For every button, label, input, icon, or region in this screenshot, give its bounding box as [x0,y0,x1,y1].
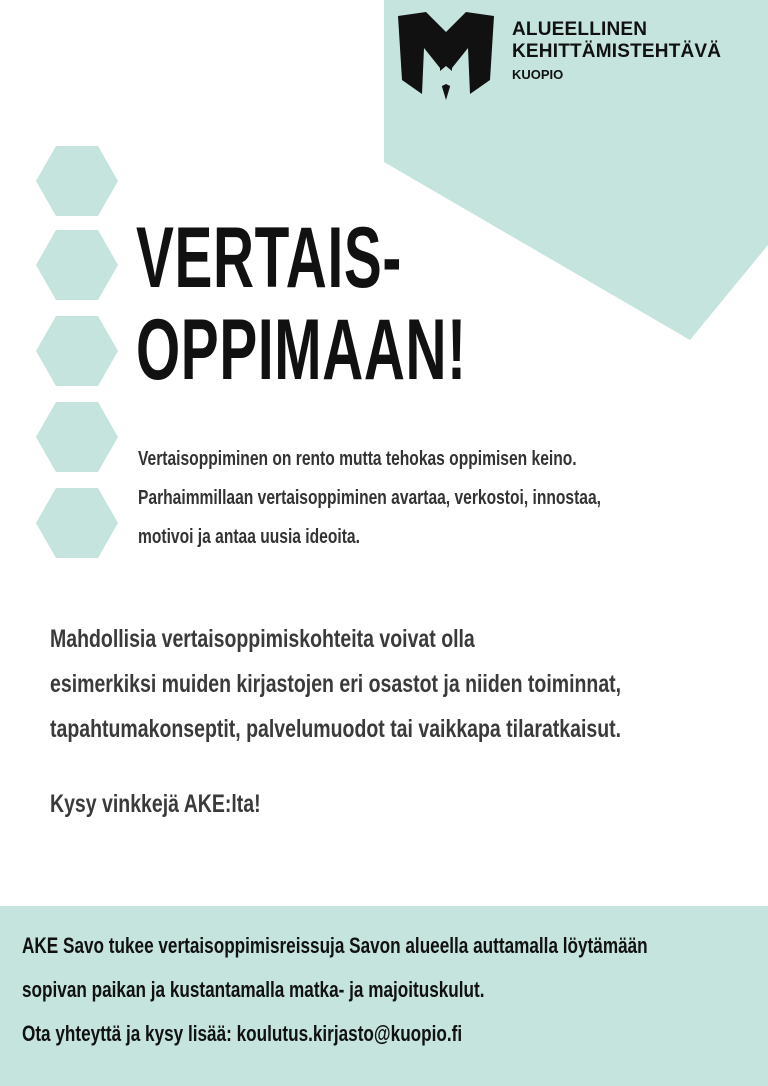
ask-tip [50,782,320,827]
footer-line1: AKE Savo tukee vertaisoppimisreissuja Savon alueella auttamalla löytämään [22,933,648,958]
hexagon-icon [36,146,118,216]
hexagon-column [34,144,120,564]
hexagon-icon [36,488,118,558]
headline-line2: OPPIMAAN! [136,302,467,398]
intro-line3: motivoi ja antaa uusia ideoita. [138,526,360,548]
intro-line1: Vertaisoppiminen on rento mutta tehokas oppimisen keino. [138,448,577,470]
headline [136,212,467,396]
organization-name [512,20,721,81]
footer-banner [0,906,768,1086]
footer-text [22,924,768,1056]
ask-tip-text: Kysy vinkkejä AKE:lta! [50,790,261,818]
body-line3: tapahtumakonseptit, palvelumuodot tai vaikkapa tilaratkaisut. [50,715,622,743]
footer-line2: sopivan paikan ja kustantamalla matka- ja majoituskulut. [22,977,485,1002]
intro-paragraph [138,440,758,557]
org-name-line1: ALUEELLINEN [512,19,648,40]
hexagon-icon [36,230,118,300]
body-line1: Mahdollisia vertaisoppimiskohteita voivat olla [50,625,475,653]
footer-line3: Ota yhteyttä ja kysy lisää: koulutus.kirjasto@kuopio.fi [22,1021,463,1046]
ake-logo-icon [396,10,496,102]
org-city: KUOPIO [512,67,564,82]
body-paragraph [50,617,750,752]
hexagon-icon [36,402,118,472]
hexagon-icon [36,316,118,386]
intro-line2: Parhaimmillaan vertaisoppiminen avartaa, verkostoi, innostaa, [138,487,601,509]
headline-line1: VERTAIS- [136,210,402,306]
org-name-line2: KEHITTÄMISTEHTÄVÄ [512,41,722,62]
body-line2: esimerkiksi muiden kirjastojen eri osastot ja niiden toiminnat, [50,670,622,698]
